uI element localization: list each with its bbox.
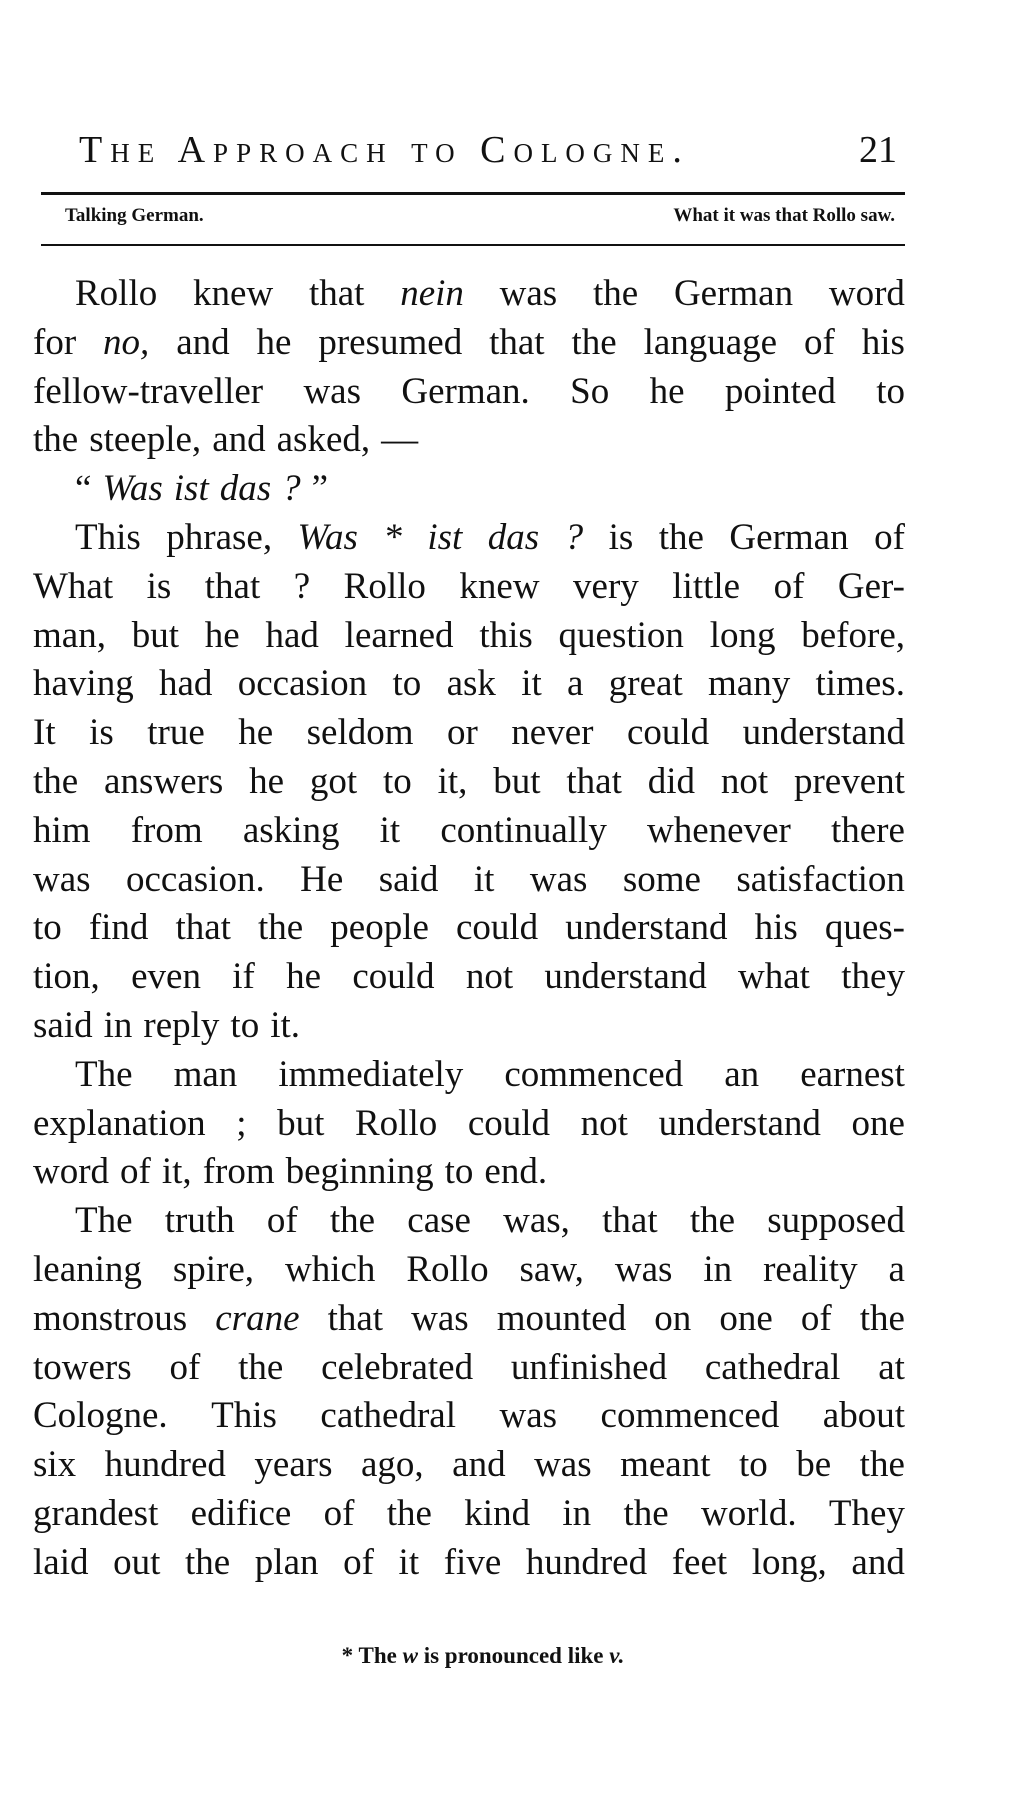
text-line: towers of the celebrated unfinished cathedral at bbox=[33, 1346, 905, 1388]
text-line: the steeple, and asked, — bbox=[33, 419, 419, 461]
text-line: man, but he had learned this question long before, bbox=[33, 614, 905, 656]
text-line: This phrase, Was * ist das ? is the German of bbox=[75, 516, 905, 558]
text-line: explanation ; but Rollo could not understand one bbox=[33, 1102, 905, 1144]
subheading-right: What it was that Rollo saw. bbox=[673, 205, 895, 226]
footnote bbox=[33, 1643, 905, 1669]
text-line: grandest edifice of the kind in the world. They bbox=[33, 1492, 905, 1534]
bottom-rule bbox=[41, 244, 905, 246]
text-line: Cologne. This cathedral was commenced about bbox=[33, 1395, 905, 1437]
text-line: said in reply to it. bbox=[33, 1004, 301, 1046]
text-line: six hundred years ago, and was meant to be the bbox=[33, 1444, 905, 1486]
top-rule bbox=[41, 192, 905, 195]
text-line: the answers he got to it, but that did not prevent bbox=[33, 760, 905, 802]
text-line: fellow-traveller was German. So he pointed to bbox=[33, 370, 905, 412]
text-line: was occasion. He said it was some satisfaction bbox=[33, 858, 905, 900]
page-number: 21 bbox=[859, 129, 897, 171]
text-line: laid out the plan of it five hundred feet long, and bbox=[33, 1541, 905, 1583]
text-line: him from asking it continually whenever there bbox=[33, 809, 905, 851]
text-line: Rollo knew that nein was the German word bbox=[75, 273, 905, 314]
section-subheadings bbox=[65, 205, 895, 235]
text-line: word of it, from beginning to end. bbox=[33, 1151, 548, 1193]
text-line: leaning spire, which Rollo saw, was in reality a bbox=[33, 1248, 905, 1290]
text-line: The man immediately commenced an earnest bbox=[75, 1053, 905, 1095]
body-text bbox=[33, 270, 905, 1588]
text-line: tion, even if he could not understand what they bbox=[33, 956, 905, 998]
footnote-text: * The w is pronounced like v. bbox=[341, 1643, 625, 1668]
text-line: What is that ? Rollo knew very little of Ger- bbox=[33, 565, 905, 607]
subheading-left: Talking German. bbox=[65, 205, 204, 226]
text-line: for no, and he presumed that the language of his bbox=[33, 321, 905, 363]
text-line: “ Was ist das ? ” bbox=[75, 468, 329, 510]
text-line: having had occasion to ask it a great many times. bbox=[33, 663, 905, 705]
text-line: monstrous crane that was mounted on one of the bbox=[33, 1297, 905, 1339]
book-page bbox=[33, 0, 905, 1793]
text-line: It is true he seldom or never could understand bbox=[33, 712, 905, 754]
text-line: The truth of the case was, that the supposed bbox=[75, 1200, 905, 1242]
running-head bbox=[33, 128, 905, 178]
text-line: to find that the people could understand his ques- bbox=[33, 907, 905, 949]
chapter-title: The Approach to Cologne. bbox=[79, 129, 690, 171]
